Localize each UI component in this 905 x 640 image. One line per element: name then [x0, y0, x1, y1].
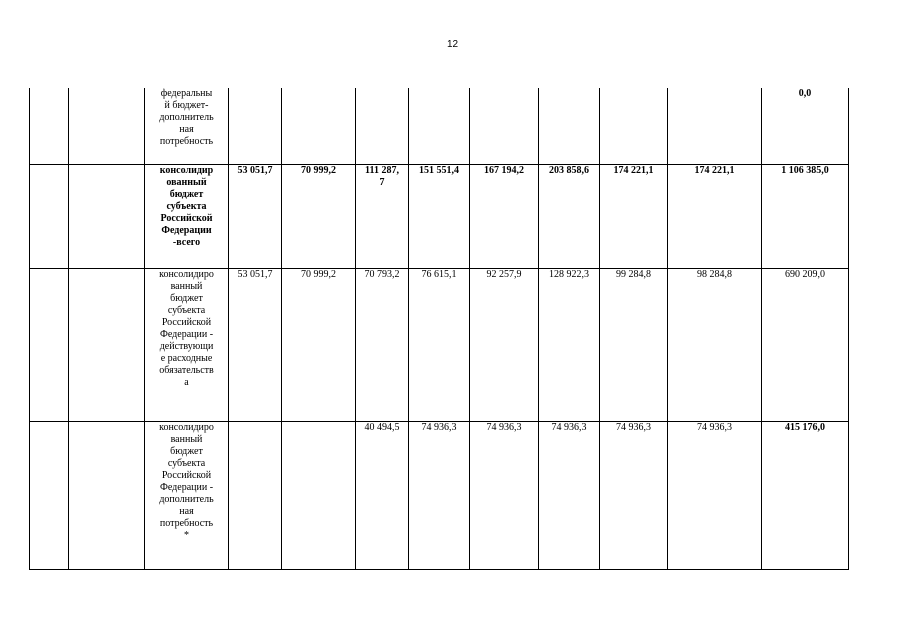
table-row: [30, 88, 849, 164]
row-name-line: -всего: [172, 236, 201, 248]
row-name-line: Федерации -: [159, 328, 214, 340]
value-cell: 70 999,2: [282, 164, 356, 268]
table-row: [30, 421, 849, 569]
row-name-line: дополнитель: [159, 112, 214, 123]
empty-cell: [69, 88, 145, 164]
row-name-line: Российской: [160, 212, 213, 224]
value-cell: [470, 88, 539, 164]
value-cell: 40 494,5: [356, 421, 409, 569]
row-name-cell: [145, 421, 229, 569]
value-cell: [600, 88, 668, 164]
row-name-line: Федерации: [161, 224, 212, 236]
value-cell: 70 999,2: [282, 268, 356, 421]
row-name-line: е расходные: [160, 352, 213, 364]
row-name-line: ванный: [170, 280, 203, 292]
page-number: 12: [446, 39, 459, 50]
empty-cell: [69, 421, 145, 569]
value-cell: 203 858,6: [539, 164, 600, 268]
value-cell: 74 936,3: [409, 421, 470, 569]
value-cell: 74 936,3: [668, 421, 762, 569]
row-name-line: Российской: [161, 316, 212, 328]
row-name-line: обязательств: [159, 364, 214, 376]
row-name-line: субъекта: [167, 457, 206, 469]
budget-table: [29, 88, 849, 570]
value-cell: 74 936,3: [539, 421, 600, 569]
table-row: [30, 268, 849, 421]
empty-cell: [30, 88, 69, 164]
row-name-line: федеральны: [160, 88, 213, 99]
row-name-line: ованный: [166, 176, 207, 188]
row-name-line: ная: [179, 505, 194, 517]
value-cell: 70 793,2: [356, 268, 409, 421]
value-cell: 74 936,3: [470, 421, 539, 569]
value-cell: [539, 88, 600, 164]
row-name-line: субъекта: [167, 304, 206, 316]
value-cell: [229, 88, 282, 164]
row-name-line: а: [184, 376, 189, 388]
value-cell: [668, 88, 762, 164]
row-name-line: дополнитель: [159, 493, 214, 505]
value-cell: 151 551,4: [409, 164, 470, 268]
row-name-line: ванный: [170, 433, 203, 445]
value-cell: 174 221,1: [668, 164, 762, 268]
row-name-line: действующи: [159, 340, 214, 352]
row-name-line: Федерации -: [159, 481, 214, 493]
row-name-line: потребность: [159, 517, 214, 529]
value-cell: 690 209,0: [762, 268, 849, 421]
row-name-line: й бюджет-: [164, 100, 209, 111]
value-cell: 53 051,7: [229, 164, 282, 268]
value-cell: 74 936,3: [600, 421, 668, 569]
row-name-line: ная: [179, 124, 194, 135]
row-name-line: консолидиро: [159, 421, 214, 433]
value-cell: [409, 88, 470, 164]
value-cell: 92 257,9: [470, 268, 539, 421]
empty-cell: [69, 164, 145, 268]
value-cell: 415 176,0: [762, 421, 849, 569]
row-name-cell: [145, 88, 229, 164]
value-cell: [229, 421, 282, 569]
empty-cell: [69, 268, 145, 421]
row-name-line: Российской: [161, 469, 212, 481]
empty-cell: [30, 421, 69, 569]
row-name-line: субъекта: [166, 200, 207, 212]
row-name-line: бюджет: [170, 445, 203, 457]
value-cell: 98 284,8: [668, 268, 762, 421]
value-cell: 111 287, 7: [356, 164, 409, 268]
table-row: [30, 164, 849, 268]
value-cell: 167 194,2: [470, 164, 539, 268]
value-cell: 1 106 385,0: [762, 164, 849, 268]
row-name-line: консолидиро: [159, 268, 214, 280]
value-cell: 174 221,1: [600, 164, 668, 268]
value-cell: 53 051,7: [229, 268, 282, 421]
value-cell: [282, 421, 356, 569]
value-cell: [356, 88, 409, 164]
value-cell: 0,0: [762, 88, 849, 164]
row-name-line: консолидир: [159, 164, 214, 176]
row-name-line: бюджет: [170, 292, 203, 304]
value-cell: 128 922,3: [539, 268, 600, 421]
row-name-line: *: [184, 529, 189, 541]
row-name-cell: [145, 164, 229, 268]
value-cell: 76 615,1: [409, 268, 470, 421]
row-name-line: потребность: [159, 136, 214, 147]
empty-cell: [30, 164, 69, 268]
row-name-line: бюджет: [169, 188, 204, 200]
value-cell: [282, 88, 356, 164]
row-name-cell: [145, 268, 229, 421]
empty-cell: [30, 268, 69, 421]
value-cell: 99 284,8: [600, 268, 668, 421]
